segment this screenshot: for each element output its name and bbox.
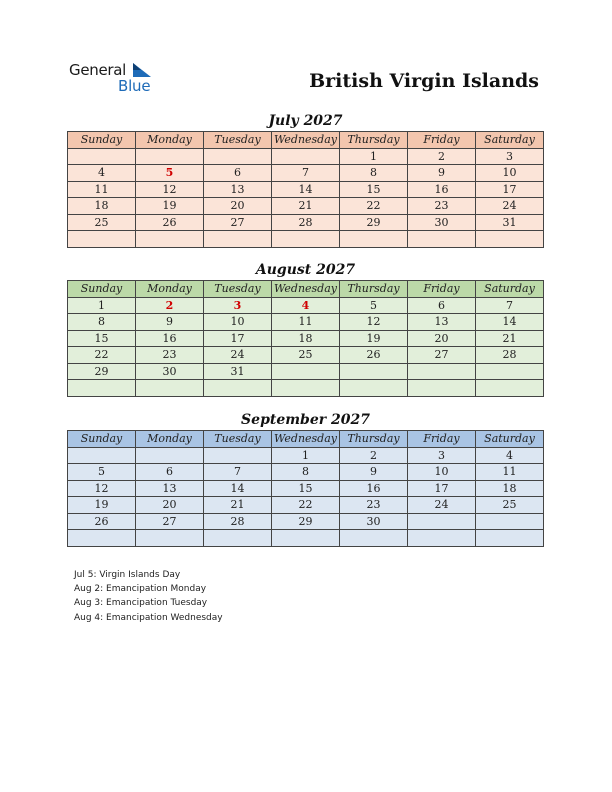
- day-cell: 23: [136, 347, 204, 364]
- week-row: [68, 513, 544, 530]
- weekday-header: Friday: [408, 431, 476, 448]
- calendar-body: [68, 148, 544, 247]
- logo-text-general: General: [69, 61, 127, 79]
- day-cell: [204, 148, 272, 165]
- day-cell: 28: [476, 347, 544, 364]
- day-cell: 8: [340, 165, 408, 182]
- weekday-header: Sunday: [68, 132, 136, 149]
- day-cell: [340, 530, 408, 547]
- day-cell: 29: [272, 513, 340, 530]
- day-cell: 24: [408, 497, 476, 514]
- day-cell: [272, 380, 340, 397]
- day-cell: [340, 380, 408, 397]
- weekday-header: Wednesday: [272, 281, 340, 298]
- day-cell: 21: [476, 330, 544, 347]
- logo: [69, 61, 169, 95]
- day-cell: 30: [136, 363, 204, 380]
- day-cell: 27: [408, 347, 476, 364]
- day-cell: 31: [476, 214, 544, 231]
- day-cell: 5: [136, 165, 204, 182]
- day-cell: 8: [68, 314, 136, 331]
- holiday-note: Aug 2: Emancipation Monday: [74, 584, 207, 595]
- weekday-header: Monday: [136, 281, 204, 298]
- day-cell: [476, 231, 544, 248]
- day-cell: 6: [204, 165, 272, 182]
- day-cell: 10: [476, 165, 544, 182]
- day-cell: 13: [408, 314, 476, 331]
- month-title: July 2027: [268, 113, 343, 129]
- day-cell: 22: [340, 198, 408, 215]
- day-cell: 22: [272, 497, 340, 514]
- day-cell: 15: [340, 181, 408, 198]
- day-cell: [340, 231, 408, 248]
- holiday-note: Aug 3: Emancipation Tuesday: [74, 598, 208, 609]
- weekday-header: Tuesday: [204, 132, 272, 149]
- day-cell: 23: [340, 497, 408, 514]
- week-row: [68, 380, 544, 397]
- day-cell: 7: [272, 165, 340, 182]
- day-cell: 5: [68, 464, 136, 481]
- day-cell: 20: [136, 497, 204, 514]
- day-cell: 27: [204, 214, 272, 231]
- day-cell: 26: [68, 513, 136, 530]
- holiday-notes: [74, 568, 223, 625]
- month-august: [67, 260, 544, 397]
- day-cell: 8: [272, 464, 340, 481]
- month-september: [67, 410, 544, 547]
- day-cell: 4: [68, 165, 136, 182]
- day-cell: [68, 530, 136, 547]
- day-cell: [136, 530, 204, 547]
- holiday-note: Jul 5: Virgin Islands Day: [74, 570, 181, 580]
- weekday-header-row: [68, 281, 544, 298]
- week-row: [68, 347, 544, 364]
- day-cell: [136, 447, 204, 464]
- weekday-header: Friday: [408, 281, 476, 298]
- day-cell: 7: [204, 464, 272, 481]
- day-cell: [68, 380, 136, 397]
- day-cell: 30: [340, 513, 408, 530]
- day-cell: [272, 530, 340, 547]
- day-cell: 26: [340, 347, 408, 364]
- day-cell: 18: [68, 198, 136, 215]
- day-cell: 29: [340, 214, 408, 231]
- week-row: [68, 330, 544, 347]
- week-row: [68, 530, 544, 547]
- day-cell: [272, 231, 340, 248]
- day-cell: 24: [204, 347, 272, 364]
- day-cell: 12: [340, 314, 408, 331]
- holiday-note: Aug 4: Emancipation Wednesday: [74, 612, 223, 623]
- day-cell: 11: [476, 464, 544, 481]
- week-row: [68, 480, 544, 497]
- weekday-header: Thursday: [340, 281, 408, 298]
- day-cell: 14: [476, 314, 544, 331]
- day-cell: 25: [476, 497, 544, 514]
- day-cell: 23: [408, 198, 476, 215]
- day-cell: 28: [272, 214, 340, 231]
- day-cell: 16: [136, 330, 204, 347]
- day-cell: 5: [340, 297, 408, 314]
- day-cell: 24: [476, 198, 544, 215]
- day-cell: 21: [272, 198, 340, 215]
- day-cell: 30: [408, 214, 476, 231]
- day-cell: 15: [68, 330, 136, 347]
- day-cell: 31: [204, 363, 272, 380]
- day-cell: 13: [136, 480, 204, 497]
- day-cell: [204, 530, 272, 547]
- day-cell: 3: [408, 447, 476, 464]
- day-cell: [408, 231, 476, 248]
- logo-flag-icon: [133, 63, 151, 77]
- day-cell: [68, 447, 136, 464]
- calendar-table: [67, 430, 544, 547]
- day-cell: [204, 231, 272, 248]
- day-cell: 11: [272, 314, 340, 331]
- day-cell: 18: [272, 330, 340, 347]
- day-cell: 14: [204, 480, 272, 497]
- day-cell: [272, 148, 340, 165]
- day-cell: 26: [136, 214, 204, 231]
- day-cell: [136, 231, 204, 248]
- weekday-header: Saturday: [476, 431, 544, 448]
- month-title: August 2027: [255, 262, 356, 278]
- day-cell: 1: [340, 148, 408, 165]
- day-cell: [408, 513, 476, 530]
- week-row: [68, 181, 544, 198]
- week-row: [68, 214, 544, 231]
- day-cell: 9: [136, 314, 204, 331]
- day-cell: 17: [204, 330, 272, 347]
- week-row: [68, 148, 544, 165]
- day-cell: 12: [136, 181, 204, 198]
- day-cell: 27: [136, 513, 204, 530]
- calendar-table: [67, 280, 544, 397]
- weekday-header: Saturday: [476, 132, 544, 149]
- day-cell: [204, 447, 272, 464]
- day-cell: 28: [204, 513, 272, 530]
- country-title: British Virgin Islands: [309, 70, 539, 92]
- day-cell: [340, 363, 408, 380]
- day-cell: 7: [476, 297, 544, 314]
- day-cell: 11: [68, 181, 136, 198]
- day-cell: 21: [204, 497, 272, 514]
- day-cell: 19: [68, 497, 136, 514]
- week-row: [68, 165, 544, 182]
- day-cell: [68, 231, 136, 248]
- day-cell: 25: [272, 347, 340, 364]
- weekday-header: Wednesday: [272, 132, 340, 149]
- month-title: September 2027: [241, 412, 370, 428]
- day-cell: 3: [476, 148, 544, 165]
- week-row: [68, 497, 544, 514]
- week-row: [68, 231, 544, 248]
- week-row: [68, 464, 544, 481]
- day-cell: 10: [204, 314, 272, 331]
- day-cell: 14: [272, 181, 340, 198]
- weekday-header: Tuesday: [204, 281, 272, 298]
- day-cell: 12: [68, 480, 136, 497]
- day-cell: [408, 380, 476, 397]
- day-cell: [408, 530, 476, 547]
- calendar-body: [68, 447, 544, 546]
- day-cell: 2: [408, 148, 476, 165]
- week-row: [68, 198, 544, 215]
- week-row: [68, 297, 544, 314]
- day-cell: 1: [272, 447, 340, 464]
- day-cell: [272, 363, 340, 380]
- day-cell: 19: [340, 330, 408, 347]
- day-cell: 6: [408, 297, 476, 314]
- day-cell: 4: [272, 297, 340, 314]
- day-cell: 1: [68, 297, 136, 314]
- weekday-header: Wednesday: [272, 431, 340, 448]
- day-cell: [476, 530, 544, 547]
- day-cell: 2: [340, 447, 408, 464]
- day-cell: 9: [408, 165, 476, 182]
- weekday-header-row: [68, 431, 544, 448]
- weekday-header: Monday: [136, 431, 204, 448]
- day-cell: 20: [408, 330, 476, 347]
- logo-text-blue: Blue: [118, 77, 151, 95]
- weekday-header-row: [68, 132, 544, 149]
- day-cell: [476, 380, 544, 397]
- week-row: [68, 363, 544, 380]
- day-cell: 15: [272, 480, 340, 497]
- day-cell: [68, 148, 136, 165]
- day-cell: 29: [68, 363, 136, 380]
- day-cell: 4: [476, 447, 544, 464]
- day-cell: [136, 148, 204, 165]
- week-row: [68, 314, 544, 331]
- day-cell: [204, 380, 272, 397]
- month-july: [67, 111, 544, 248]
- day-cell: 16: [408, 181, 476, 198]
- day-cell: 22: [68, 347, 136, 364]
- week-row: [68, 447, 544, 464]
- day-cell: 17: [476, 181, 544, 198]
- day-cell: 20: [204, 198, 272, 215]
- day-cell: 25: [68, 214, 136, 231]
- day-cell: [476, 363, 544, 380]
- calendar-table: [67, 131, 544, 248]
- day-cell: 6: [136, 464, 204, 481]
- weekday-header: Tuesday: [204, 431, 272, 448]
- calendar-body: [68, 297, 544, 396]
- weekday-header: Monday: [136, 132, 204, 149]
- day-cell: 18: [476, 480, 544, 497]
- day-cell: 19: [136, 198, 204, 215]
- weekday-header: Thursday: [340, 431, 408, 448]
- day-cell: 17: [408, 480, 476, 497]
- day-cell: 13: [204, 181, 272, 198]
- weekday-header: Sunday: [68, 431, 136, 448]
- day-cell: 10: [408, 464, 476, 481]
- day-cell: 3: [204, 297, 272, 314]
- weekday-header: Friday: [408, 132, 476, 149]
- day-cell: [408, 363, 476, 380]
- weekday-header: Thursday: [340, 132, 408, 149]
- day-cell: 9: [340, 464, 408, 481]
- day-cell: 16: [340, 480, 408, 497]
- weekday-header: Sunday: [68, 281, 136, 298]
- day-cell: [476, 513, 544, 530]
- weekday-header: Saturday: [476, 281, 544, 298]
- day-cell: 2: [136, 297, 204, 314]
- day-cell: [136, 380, 204, 397]
